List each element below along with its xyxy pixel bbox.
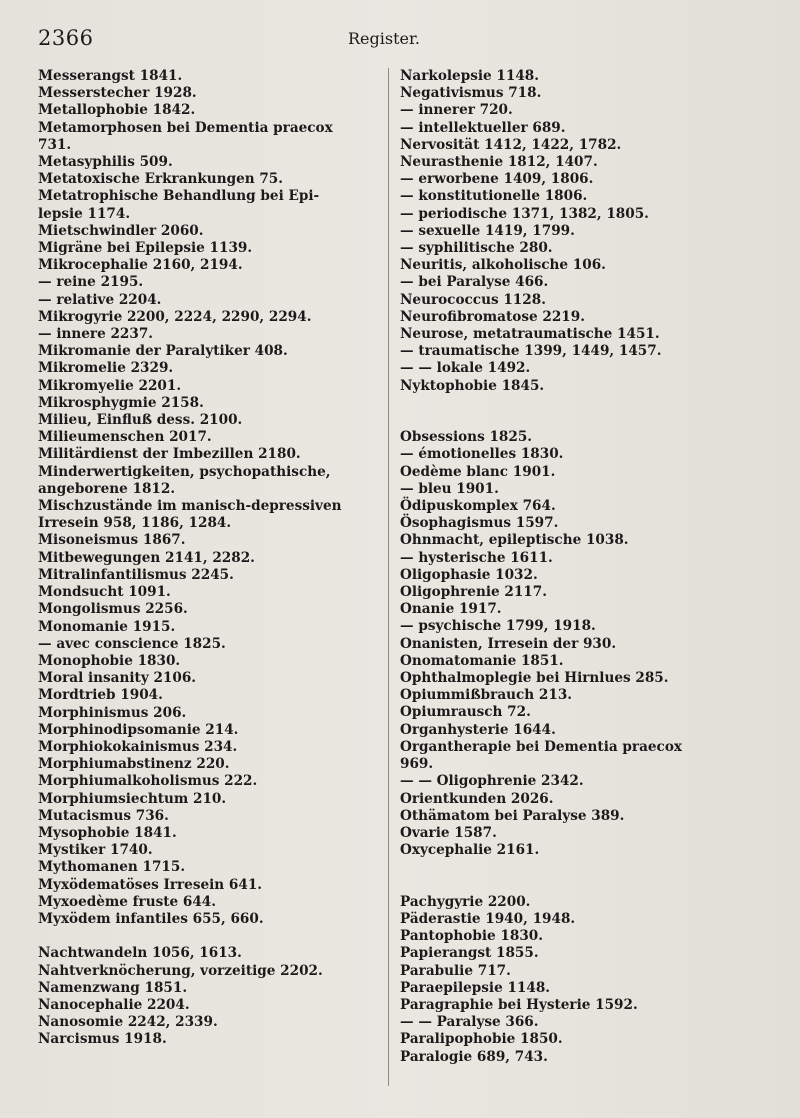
index-entry: Oxycephalie 2161.: [400, 842, 540, 859]
index-entry: Ovarie 1587.: [400, 824, 497, 841]
index-entry: Minderwertigkeiten, psychopathische, angeborene 1812.: [38, 463, 331, 497]
index-entry: Nachtwandeln 1056, 1613.: [38, 945, 242, 962]
index-entry: Othämatom bei Paralyse 389.: [400, 807, 625, 824]
index-entry: Nyktophobie 1845.: [400, 377, 545, 394]
index-entry: Onanie 1917.: [400, 601, 502, 618]
index-entry: Negativismus 718.: [400, 85, 542, 102]
index-entry: Neurasthenie 1812, 1407.: [400, 154, 598, 171]
index-entry: Mischzustände im manisch-depressiven Irresein 958, 1186, 1284.: [38, 498, 342, 532]
index-entry: Mitbewegungen 2141, 2282.: [38, 549, 255, 566]
index-entry: Mordtrieb 1904.: [38, 687, 163, 704]
index-entry: Ophthalmoplegie bei Hirnlues 285.: [400, 670, 669, 687]
index-entry: — bei Paralyse 466.: [400, 274, 549, 291]
index-entry: Mysophobie 1841.: [38, 824, 177, 841]
index-entry: Mystiker 1740.: [38, 842, 153, 859]
index-entry: Oedème blanc 1901.: [400, 463, 556, 480]
index-entry: Monomanie 1915.: [38, 618, 176, 635]
index-entry: — sexuelle 1419, 1799.: [400, 222, 575, 239]
index-entry: Milieu, Einfluß dess. 2100.: [38, 412, 243, 429]
index-entry: — innere 2237.: [38, 326, 154, 343]
index-entry: Nanocephalie 2204.: [38, 996, 190, 1013]
index-entry: Namenzwang 1851.: [38, 979, 188, 996]
index-entry: Mitralinfantilismus 2245.: [38, 566, 234, 583]
index-entry: Metamorphosen bei Dementia praecox 731.: [38, 119, 333, 153]
index-entry: Mythomanen 1715.: [38, 859, 186, 876]
index-entry: Parabulie 717.: [400, 962, 511, 979]
index-column-left: [38, 68, 370, 1049]
index-entry: Mikromelie 2329.: [38, 360, 174, 377]
spacer: [400, 877, 740, 894]
spacer: [400, 859, 740, 876]
index-entry: Narcismus 1918.: [38, 1031, 167, 1048]
index-entry: — émotionelles 1830.: [400, 446, 564, 463]
index-entry: Mikrosphygmie 2158.: [38, 394, 204, 411]
index-entry: Myxödem infantiles 655, 660.: [38, 910, 264, 927]
index-entry: Militärdienst der Imbezillen 2180.: [38, 446, 301, 463]
index-entry: Oligophasie 1032.: [400, 566, 538, 583]
index-entry: Mutacismus 736.: [38, 807, 169, 824]
index-entry: Morphiumsiechtum 210.: [38, 790, 227, 807]
index-entry: — syphilitische 280.: [400, 240, 553, 257]
index-entry: — — Oligophrenie 2342.: [400, 773, 584, 790]
index-entry: Organhysterie 1644.: [400, 721, 556, 738]
index-entry: Mietschwindler 2060.: [38, 222, 204, 239]
index-entry: — — Paralyse 366.: [400, 1014, 539, 1031]
index-entry: Mondsucht 1091.: [38, 584, 171, 601]
index-entry: Morphinismus 206.: [38, 704, 187, 721]
index-entry: Nahtverknöcherung, vorzeitige 2202.: [38, 962, 323, 979]
spacer: [400, 395, 740, 412]
index-entry: Obsessions 1825.: [400, 429, 533, 446]
index-entry: Pachygyrie 2200.: [400, 893, 531, 910]
index-entry: Orientkunden 2026.: [400, 790, 554, 807]
index-entry: Paraepilepsie 1148.: [400, 979, 551, 996]
index-entry: Nanosomie 2242, 2339.: [38, 1014, 218, 1031]
index-entry: Misoneismus 1867.: [38, 532, 186, 549]
index-entry: Metasyphilis 509.: [38, 154, 173, 171]
index-entry: Migräne bei Epilepsie 1139.: [38, 240, 253, 257]
index-entry: Mongolismus 2256.: [38, 601, 188, 618]
index-entry: Myxoedème fruste 644.: [38, 893, 216, 910]
running-head: Register.: [348, 29, 420, 48]
spacer: [38, 928, 370, 945]
index-entry: — reine 2195.: [38, 274, 144, 291]
index-entry: Nervosität 1412, 1422, 1782.: [400, 136, 622, 153]
index-entry: Metatoxische Erkrankungen 75.: [38, 171, 283, 188]
index-entry: — psychische 1799, 1918.: [400, 618, 596, 635]
index-column-right: [400, 68, 740, 1066]
index-entry: Narkolepsie 1148.: [400, 68, 539, 84]
index-entry: — konstitutionelle 1806.: [400, 188, 588, 205]
index-entry: Mikrogyrie 2200, 2224, 2290, 2294.: [38, 308, 312, 325]
index-entry: Morphiumalkoholismus 222.: [38, 773, 258, 790]
index-entry: Opiumrausch 72.: [400, 704, 531, 721]
index-entry: — relative 2204.: [38, 291, 162, 308]
index-entry: Mikromanie der Paralytiker 408.: [38, 343, 288, 360]
index-entry: Papierangst 1855.: [400, 945, 539, 962]
spacer: [400, 412, 740, 429]
index-entry: Morphiokokainismus 234.: [38, 738, 238, 755]
index-entry: Onomatomanie 1851.: [400, 652, 564, 669]
index-entry: — periodische 1371, 1382, 1805.: [400, 205, 649, 222]
index-entry: Mikrocephalie 2160, 2194.: [38, 257, 243, 274]
index-entry: Paragraphie bei Hysterie 1592.: [400, 996, 638, 1013]
index-entry: — erworbene 1409, 1806.: [400, 171, 594, 188]
index-entry: Päderastie 1940, 1948.: [400, 910, 576, 927]
index-entry: Paralipophobie 1850.: [400, 1031, 563, 1048]
index-entry: Mikromyelie 2201.: [38, 377, 182, 394]
index-entry: Neurose, metatraumatische 1451.: [400, 326, 660, 343]
index-entry: Neuritis, alkoholische 106.: [400, 257, 606, 274]
column-divider: [388, 68, 389, 1086]
index-entry: Ösophagismus 1597.: [400, 515, 559, 532]
index-entry: — innerer 720.: [400, 102, 513, 119]
index-entry: Pantophobie 1830.: [400, 928, 543, 945]
index-entry: Messerangst 1841.: [38, 68, 183, 84]
index-entry: Messerstecher 1928.: [38, 85, 197, 102]
index-entry: Metatrophische Behandlung bei Epi- lepsie 1174.: [38, 188, 320, 222]
index-entry: Ohnmacht, epileptische 1038.: [400, 532, 629, 549]
index-entry: — intellektueller 689.: [400, 119, 566, 136]
index-entry: Moral insanity 2106.: [38, 670, 197, 687]
index-entry: Organtherapie bei Dementia praecox 969.: [400, 738, 682, 773]
index-entry: — avec conscience 1825.: [38, 635, 226, 652]
index-entry: Onanisten, Irresein der 930.: [400, 635, 617, 652]
page-header: [38, 26, 780, 52]
index-entry: Paralogie 689, 743.: [400, 1048, 548, 1065]
index-entry: Morphiumabstinenz 220.: [38, 756, 230, 773]
index-entry: Milieumenschen 2017.: [38, 429, 212, 446]
index-entry: Neurofibromatose 2219.: [400, 308, 585, 325]
index-entry: — bleu 1901.: [400, 480, 499, 497]
index-entry: — hysterische 1611.: [400, 549, 553, 566]
index-entry: — — lokale 1492.: [400, 360, 531, 377]
index-entry: Oligophrenie 2117.: [400, 584, 547, 601]
index-entry: Neurococcus 1128.: [400, 291, 546, 308]
index-entry: Opiummißbrauch 213.: [400, 687, 573, 704]
index-entry: Ödipuskomplex 764.: [400, 498, 556, 515]
index-entry: Monophobie 1830.: [38, 652, 181, 669]
index-entry: Metallophobie 1842.: [38, 102, 196, 119]
index-entry: Myxödematöses Irresein 641.: [38, 876, 263, 893]
page-number: 2366: [38, 26, 94, 50]
index-entry: Morphinodipsomanie 214.: [38, 721, 239, 738]
index-entry: — traumatische 1399, 1449, 1457.: [400, 343, 662, 360]
